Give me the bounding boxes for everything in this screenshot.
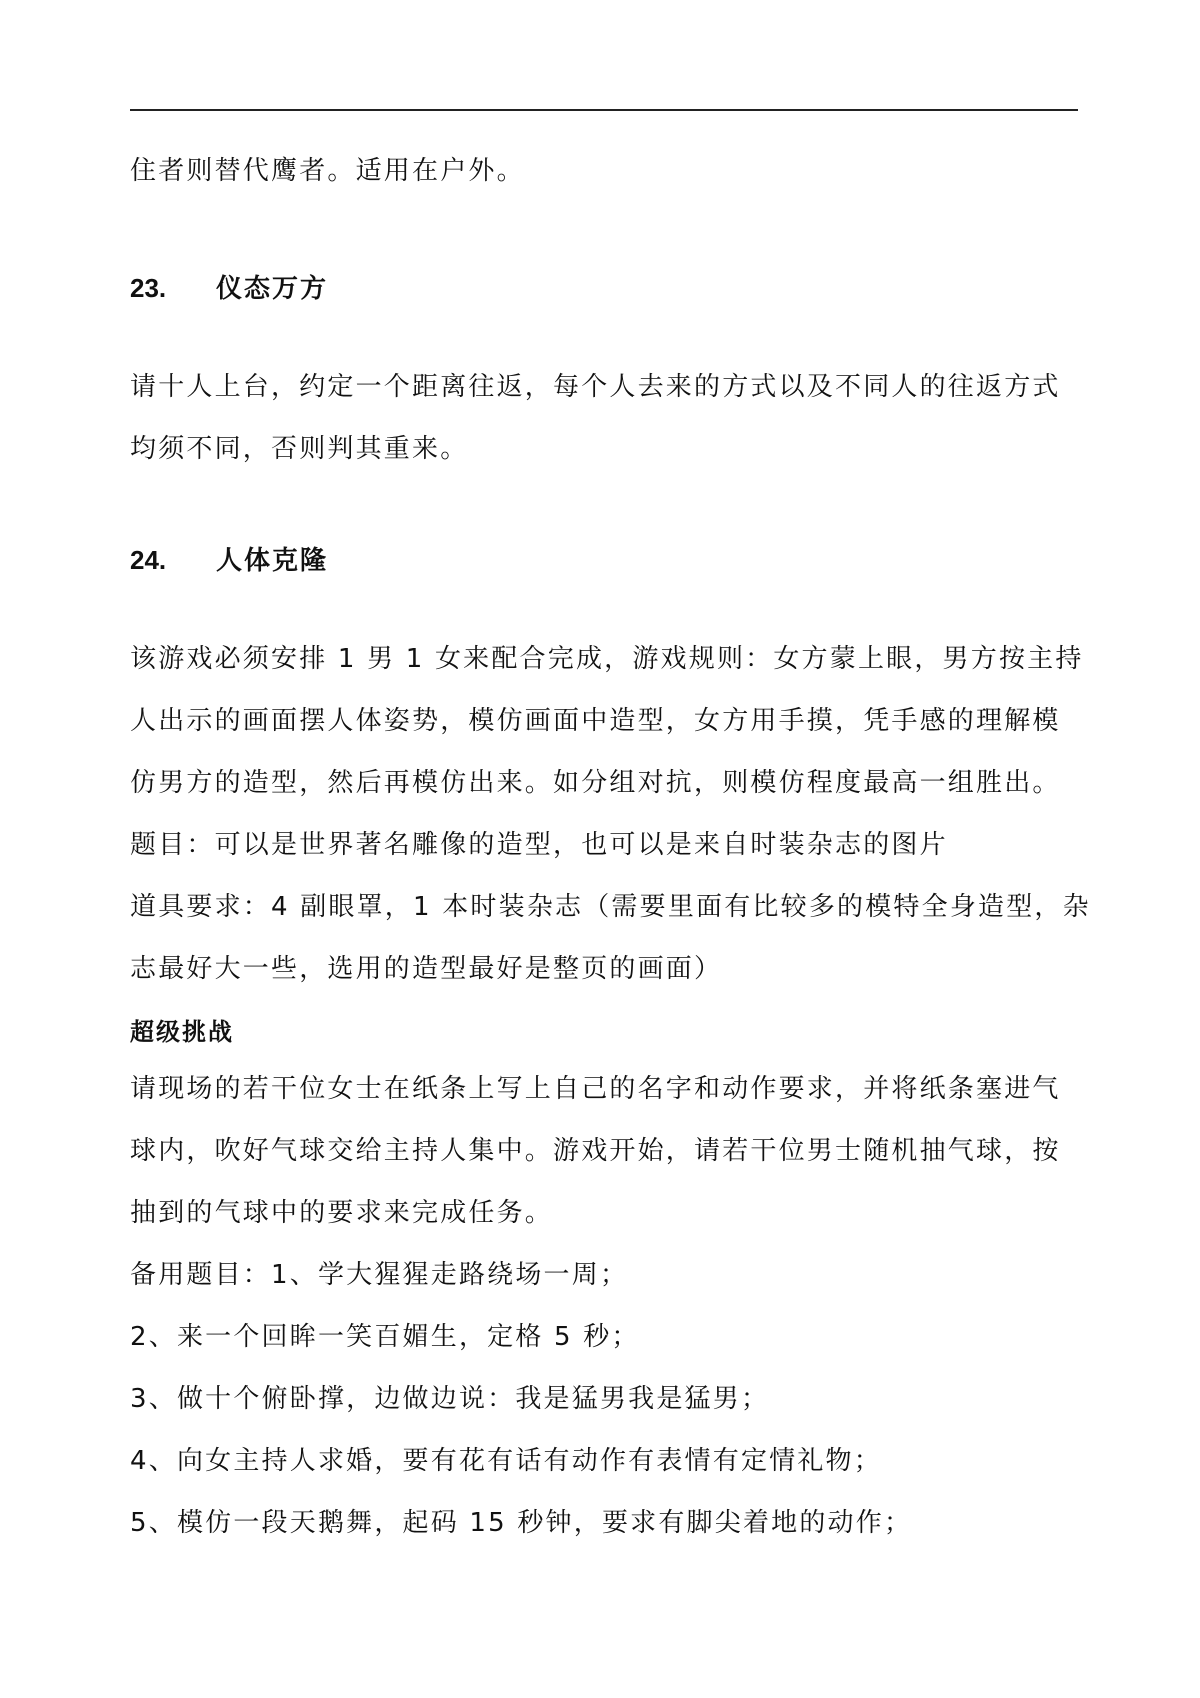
section-24-props-line-2: 志最好大一些，选用的造型最好是整页的画面）	[130, 954, 723, 984]
section-23-heading	[130, 268, 328, 305]
continuation-text: 住者则替代鹰者。适用在户外。	[130, 156, 525, 186]
super-challenge-item-5: 5、模仿一段天鹅舞，起码 15 秒钟，要求有脚尖着地的动作；	[130, 1508, 913, 1538]
section-24-title: 人体克隆	[216, 546, 329, 576]
section-24-topic: 题目：可以是世界著名雕像的造型，也可以是来自时装杂志的图片	[130, 830, 948, 860]
section-23-body-line-1: 请十人上台，约定一个距离往返，每个人去来的方式以及不同人的往返方式	[130, 372, 1061, 402]
super-challenge-body-line-1: 请现场的若干位女士在纸条上写上自己的名字和动作要求，并将纸条塞进气	[130, 1074, 1061, 1104]
super-challenge-body-line-2: 球内，吹好气球交给主持人集中。游戏开始，请若干位男士随机抽气球，按	[130, 1136, 1061, 1166]
super-challenge-item-1: 备用题目：1、学大猩猩走路绕场一周；	[130, 1260, 629, 1290]
super-challenge-item-3: 3、做十个俯卧撑，边做边说：我是猛男我是猛男；	[130, 1384, 770, 1414]
super-challenge-body-line-3: 抽到的气球中的要求来完成任务。	[130, 1198, 554, 1228]
section-23-number: 23.	[130, 273, 167, 303]
super-challenge-title: 超级挑战	[130, 1018, 234, 1046]
section-24-props-line-1: 道具要求：4 副眼罩，1 本时装杂志（需要里面有比较多的模特全身造型，杂	[130, 892, 1091, 922]
header-rule	[130, 109, 1078, 111]
section-24-number: 24.	[130, 545, 167, 575]
section-24-body-line-3: 仿男方的造型，然后再模仿出来。如分组对抗，则模仿程度最高一组胜出。	[130, 768, 1061, 798]
section-23-body-line-2: 均须不同，否则判其重来。	[130, 434, 469, 464]
section-24-heading	[130, 540, 328, 577]
super-challenge-item-4: 4、向女主持人求婚，要有花有话有动作有表情有定情礼物；	[130, 1446, 882, 1476]
section-24-body-line-2: 人出示的画面摆人体姿势，模仿画面中造型，女方用手摸，凭手感的理解模	[130, 706, 1061, 736]
section-24-body-line-1: 该游戏必须安排 1 男 1 女来配合完成，游戏规则：女方蒙上眼，男方按主持	[130, 644, 1084, 674]
super-challenge-item-2: 2、来一个回眸一笑百媚生，定格 5 秒；	[130, 1322, 640, 1352]
section-23-title: 仪态万方	[216, 274, 329, 304]
